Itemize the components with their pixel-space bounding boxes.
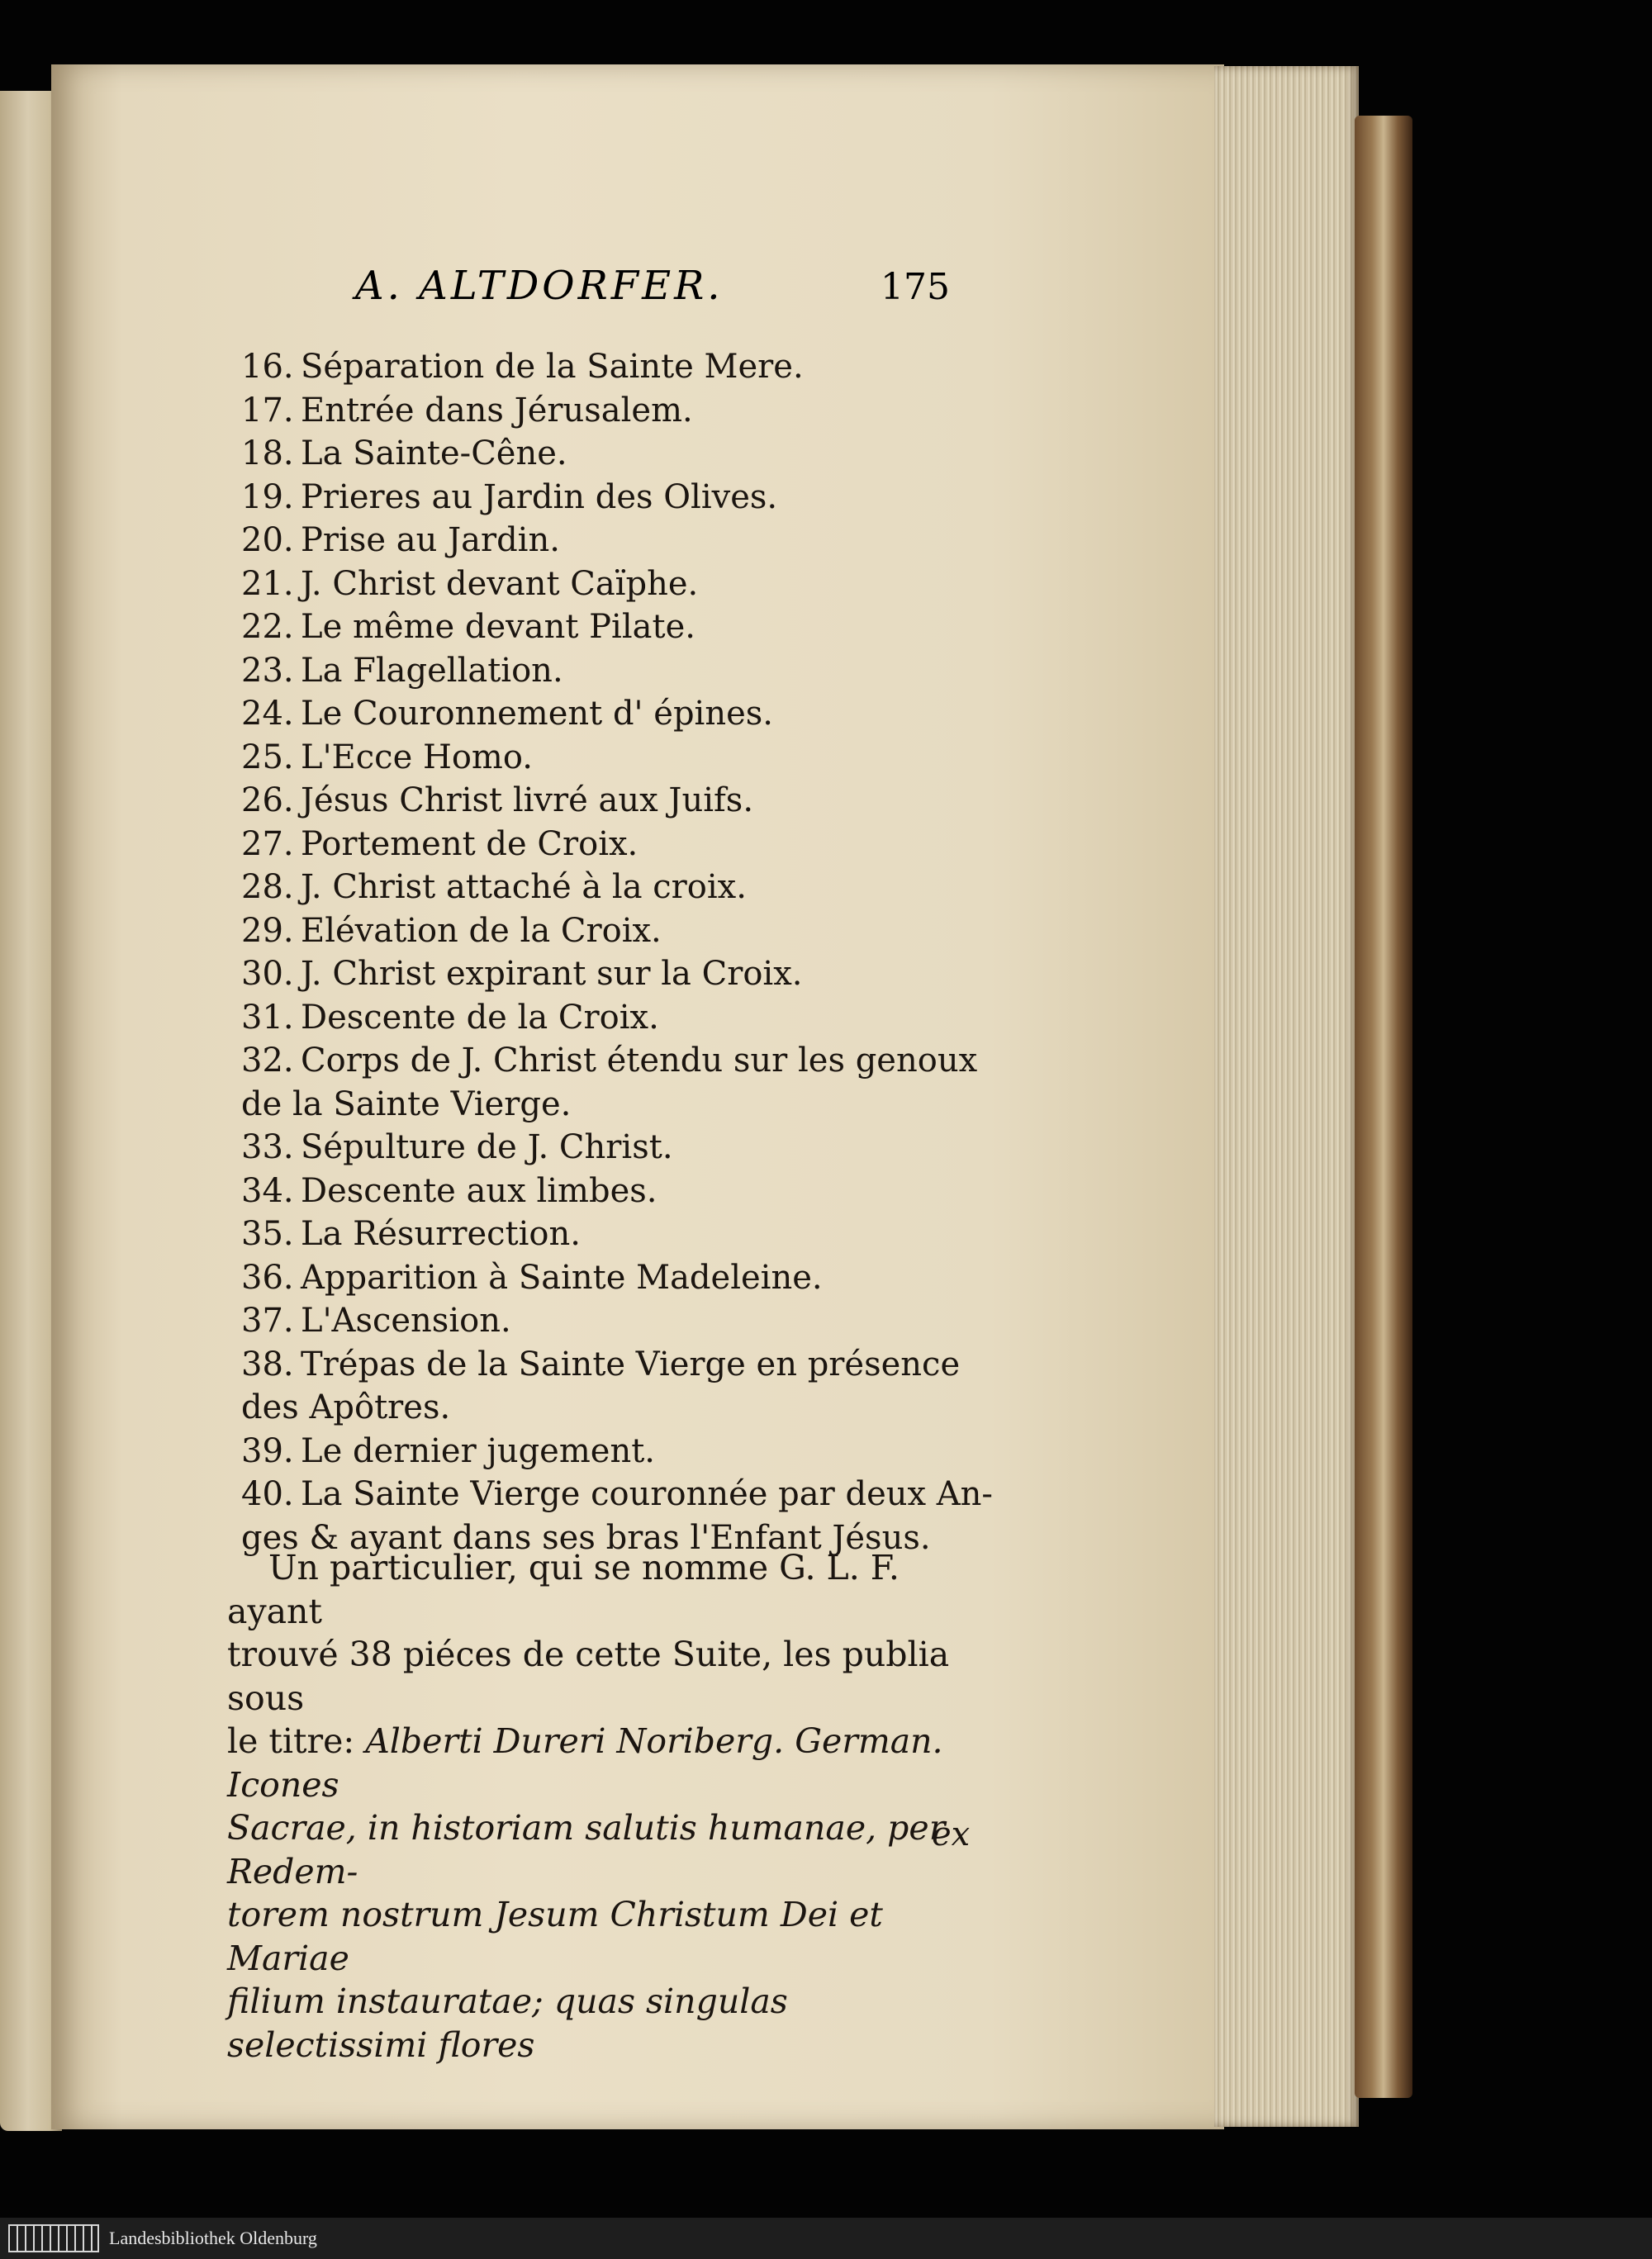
item-title: Descente de la Croix. <box>301 998 659 1037</box>
item-number: 22. <box>241 608 294 646</box>
library-footer <box>0 2218 1652 2259</box>
library-logo-icon <box>8 2224 99 2252</box>
item-number: 36. <box>241 1258 294 1297</box>
catchword: ex <box>932 1815 971 1853</box>
paragraph-line: trouvé 38 piéces de cette Suite, les publia sous <box>227 1635 950 1718</box>
item-number: 20. <box>241 521 294 559</box>
item-number: 35. <box>241 1215 294 1253</box>
item-title: J. Christ devant Caïphe. <box>301 564 699 603</box>
list-item <box>241 909 985 953</box>
list-item <box>241 345 985 389</box>
item-number: 27. <box>241 824 294 863</box>
item-title: Elévation de la Croix. <box>301 911 662 950</box>
list-item <box>241 866 985 909</box>
item-title: Apparition à Sainte Madeleine. <box>301 1258 823 1297</box>
item-number: 17. <box>241 391 294 429</box>
list-item <box>241 779 985 823</box>
list-item <box>241 389 985 433</box>
list-item <box>241 1256 985 1300</box>
item-title: Prieres au Jardin des Olives. <box>301 477 778 516</box>
body-paragraph <box>227 1546 975 2067</box>
item-continuation: ges & ayant dans ses bras l'Enfant Jésus. <box>241 1518 931 1557</box>
list-item <box>241 605 985 649</box>
list-item <box>241 432 985 476</box>
item-number: 19. <box>241 477 294 516</box>
list-item <box>241 1299 985 1343</box>
library-name: Landesbibliothek Oldenburg <box>109 2228 317 2248</box>
item-title: L'Ascension. <box>301 1302 511 1340</box>
item-title: Séparation de la Sainte Mere. <box>301 348 804 386</box>
item-title: La Sainte-Cêne. <box>301 434 567 472</box>
list-item <box>241 1430 985 1474</box>
item-number: 24. <box>241 695 294 733</box>
list-item <box>241 1473 993 1516</box>
book-cover-edge <box>1355 116 1412 2098</box>
list-item <box>241 1126 985 1170</box>
list-item <box>241 1213 985 1256</box>
item-title: J. Christ expirant sur la Croix. <box>301 955 803 993</box>
list-item <box>241 649 985 693</box>
item-number: 38. <box>241 1345 294 1383</box>
item-title: Corps de J. Christ étendu sur les genoux <box>301 1042 978 1080</box>
list-item <box>241 952 985 996</box>
item-title: Sépulture de J. Christ. <box>301 1128 673 1166</box>
item-title: Le Couronnement d' épines. <box>301 695 774 733</box>
list-item <box>241 692 985 736</box>
item-title: La Sainte Vierge couronnée par deux An- <box>301 1475 993 1513</box>
item-number: 23. <box>241 651 294 690</box>
paragraph-text: le titre: <box>227 1721 366 1761</box>
page-number: 175 <box>881 266 950 308</box>
item-number: 32. <box>241 1042 294 1080</box>
item-number: 37. <box>241 1302 294 1340</box>
item-title: Trépas de la Sainte Vierge en présence <box>301 1345 961 1383</box>
item-title: Portement de Croix. <box>301 824 638 863</box>
item-title: La Résurrection. <box>301 1215 581 1253</box>
item-title: J. Christ attaché à la croix. <box>301 868 747 906</box>
item-number: 33. <box>241 1128 294 1166</box>
item-number: 40. <box>241 1475 294 1513</box>
plate-list <box>241 345 993 1559</box>
item-title: Le dernier jugement. <box>301 1431 656 1470</box>
item-number: 21. <box>241 564 294 603</box>
item-number: 30. <box>241 955 294 993</box>
item-number: 28. <box>241 868 294 906</box>
latin-title: Sacrae, in historiam salutis humanae, per Redem- <box>227 1808 946 1891</box>
item-title: Entrée dans Jérusalem. <box>301 391 693 429</box>
list-item <box>241 1039 985 1083</box>
item-title: L'Ecce Homo. <box>301 738 533 776</box>
paragraph-line <box>227 1720 975 1806</box>
list-item <box>241 519 985 562</box>
item-number: 34. <box>241 1171 294 1210</box>
latin-title: filium instauratae; quas singulas selectissimi flores <box>227 1981 788 2065</box>
paragraph-line: Un particulier, qui se nomme G. L. F. ayant <box>227 1548 900 1631</box>
item-number: 31. <box>241 998 294 1037</box>
item-title: Jésus Christ livré aux Juifs. <box>301 781 754 819</box>
item-title: La Flagellation. <box>301 651 563 690</box>
running-head: A. ALTDORFER. <box>355 263 724 309</box>
latin-title: torem nostrum Jesum Christum Dei et Mariae <box>227 1895 883 1978</box>
item-title: Prise au Jardin. <box>301 521 560 559</box>
item-number: 18. <box>241 434 294 472</box>
item-continuation: de la Sainte Vierge. <box>241 1084 572 1123</box>
item-title: Le même devant Pilate. <box>301 608 695 646</box>
list-item <box>241 736 985 780</box>
page-header <box>355 263 950 320</box>
item-number: 29. <box>241 911 294 950</box>
page-fore-edge <box>1214 66 1359 2127</box>
item-number: 25. <box>241 738 294 776</box>
list-item <box>241 1170 985 1213</box>
item-number: 16. <box>241 348 294 386</box>
list-item <box>241 1343 985 1387</box>
list-item <box>241 996 985 1040</box>
item-title: Descente aux limbes. <box>301 1171 657 1210</box>
latin-title: Alberti Dureri Noriberg. German. Icones <box>227 1721 943 1805</box>
list-item <box>241 823 985 866</box>
list-item <box>241 476 985 520</box>
list-item <box>241 562 985 606</box>
item-continuation: des Apôtres. <box>241 1388 451 1426</box>
item-number: 26. <box>241 781 294 819</box>
item-number: 39. <box>241 1431 294 1470</box>
